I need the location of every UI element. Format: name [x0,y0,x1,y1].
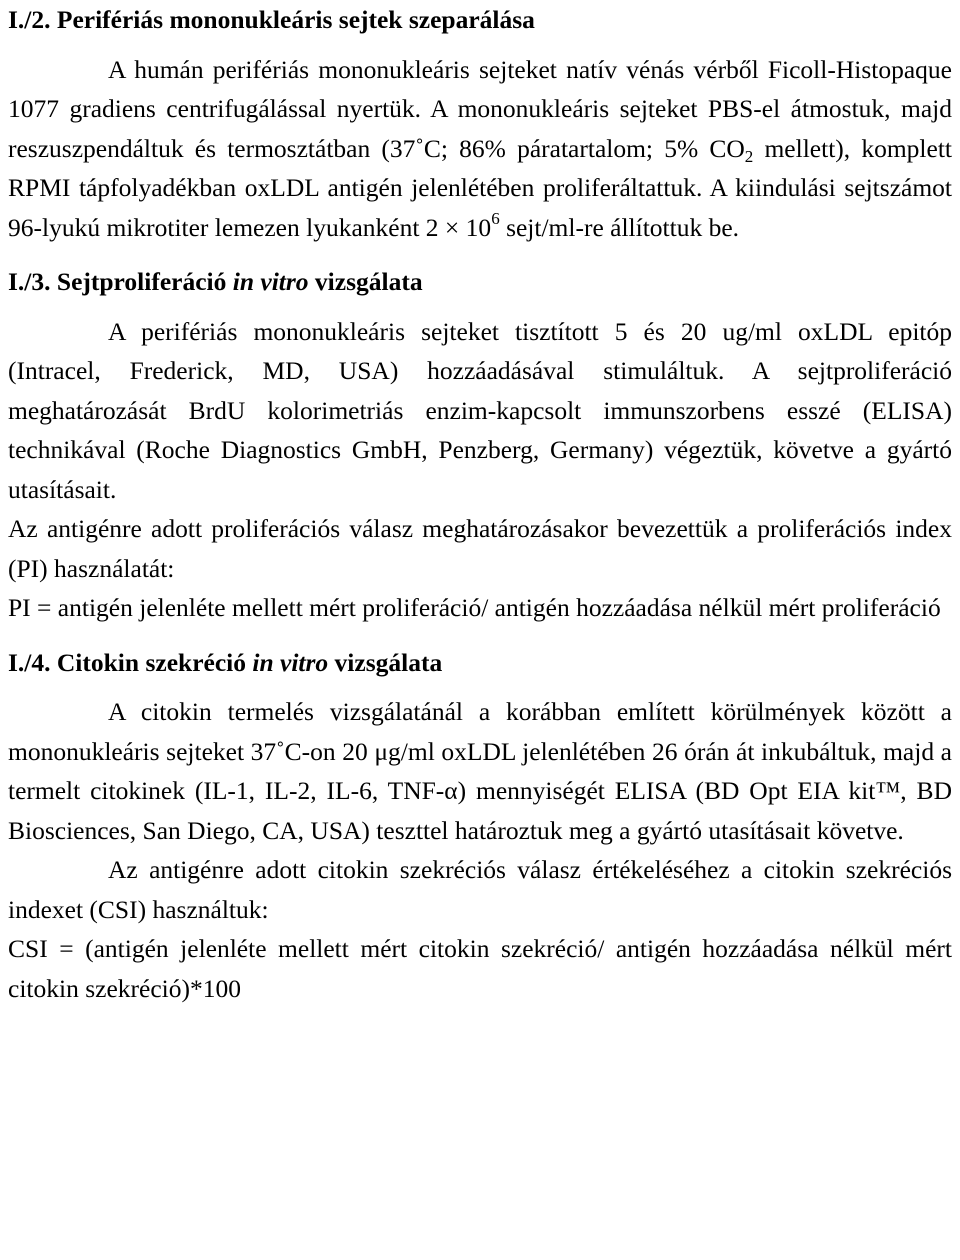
paragraph-separation-text-c: sejt/ml-re állítottuk be. [499,212,740,242]
heading-4-text-b: vizsgálata [328,647,443,677]
paragraph-csi-formula: CSI = (antigén jelenléte mellett mért citokin szekréció/ antigén hozzáadása nélkül mért citokin szekréció)*100 [8,934,952,1003]
paragraph-separation-text-a: A humán perifériás mononukleáris sejteket natív vénás vérből Ficoll-Histopaque 1077 gradiens centrifugálással nyertük. A mononukleáris sejteket PBS-el átmostuk, majd reszuszpendáltuk és termosztátban (37˚C; 86% páratartalom; 5% CO [8,54,952,163]
section-heading-4 [8,643,952,683]
paragraph-cytokine: A citokin termelés vizsgálatánál a korábban említett körülmények között a mononukleáris sejteket 37˚C-on 20 μg/ml oxLDL jelenlétében 26 órán át inkubáltuk, majd a termelt citokinek (IL-1, IL-2, IL-6, TNF-α) mennyiségét ELISA (BD Opt EIA kit™, BD Biosciences, San Diego, CA, USA) teszttel határoztuk meg a gyártó utasításait követve. [8,697,952,845]
section-heading-2: I./2. Perifériás mononukleáris sejtek szeparálása [8,5,535,34]
heading-4-italic: in vitro [252,647,329,677]
exponent-superscript: 6 [491,208,500,228]
paragraph-separation [8,50,952,248]
heading-4-text-a: I./4. Citokin szekréció [8,647,253,677]
section-heading-3 [8,262,952,302]
heading-3-text-a: I./3. Sejtproliferáció [8,267,233,296]
paragraph-pi-formula: PI = antigén jelenléte mellett mért proliferáció/ antigén hozzáadása nélkül mért proliferáció [8,593,941,622]
paragraph-proliferation: A perifériás mononukleáris sejteket tisztított 5 és 20 ug/ml oxLDL epitóp (Intracel, Frederick, MD, USA) hozzáadásával stimuláltuk. A sejtproliferáció meghatározását BrdU kolorimetriás enzim-kapcsolt immunszorbens esszé (ELISA) technikával (Roche Diagnostics GmbH, Penzberg, Germany) végeztük, követve a gyártó utasításait. [8,316,952,504]
co2-subscript: 2 [744,146,754,166]
paragraph-pi-intro: Az antigénre adott proliferációs válasz meghatározásakor bevezettük a proliferációs index (PI) használatát: [8,514,952,583]
paragraph-csi-intro: Az antigénre adott citokin szekréciós válasz értékeléséhez a citokin szekréciós indexet (CSI) használtuk: [8,855,952,924]
heading-3-italic: in vitro [232,267,309,296]
paragraph-separation-text-b: mellett), komplett RPMI tápfolyadékban oxLDL antigén jelenlétében proliferáltattuk. A kiindulási sejtszámot 96-lyukú mikrotiter lemezen lyukanként 2 × 10 [8,133,952,242]
heading-3-text-b: vizsgálata [308,267,423,296]
